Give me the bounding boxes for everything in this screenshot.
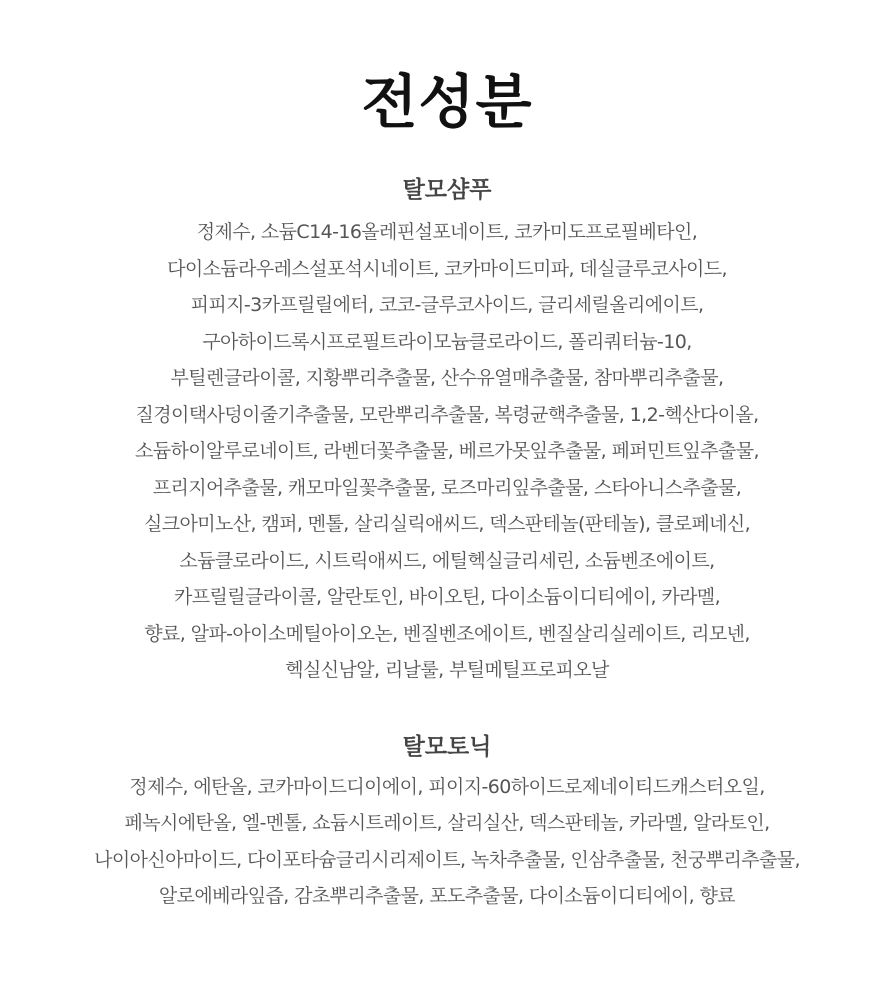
ingredient-line: 다이소듐라우레스설포석시네이트, 코카마이드미파, 데실글루코사이드,: [167, 258, 727, 280]
ingredient-line: 향료, 알파-아이소메틸아이오논, 벤질벤조에이트, 벤질살리실레이트, 리모넨,: [144, 623, 750, 645]
section-title-shampoo: 탈모샴푸: [402, 177, 492, 203]
ingredient-line: 실크아미노산, 캠퍼, 멘톨, 살리실릭애씨드, 덱스판테놀(판테놀), 클로페네신,: [143, 513, 751, 535]
ingredient-line: 카프릴릴글라이콜, 알란토인, 바이오틴, 다이소듐이디티에이, 카라멜,: [173, 586, 721, 608]
ingredient-line: 소듐하이알루로네이트, 라벤더꽃추출물, 베르가못잎추출물, 페퍼민트잎추출물,: [135, 440, 759, 462]
ingredient-line: 피피지-3카프릴릴에터, 코코-글루코사이드, 글리세릴올리에이트,: [190, 294, 704, 316]
ingredient-line: 질경이택사덩이줄기추출물, 모란뿌리추출물, 복령균핵추출물, 1,2-헥산다이올,: [135, 404, 759, 426]
ingredient-line: 소듐클로라이드, 시트릭애씨드, 에틸헥실글리세린, 소듐벤조에이트,: [179, 550, 715, 572]
ingredient-line: 부틸렌글라이콜, 지황뿌리추출물, 산수유열매추출물, 참마뿌리추출물,: [170, 367, 724, 389]
ingredient-line: 정제수, 에탄올, 코카마이드디이에이, 피이지-60하이드로제네이티드캐스터오일,: [129, 776, 765, 798]
ingredient-line: 페녹시에탄올, 엘-멘톨, 쇼듐시트레이트, 살리실산, 덱스판테놀, 카라멜, 알라토인,: [124, 812, 770, 834]
ingredient-line: 정제수, 소듐C14-16올레핀설포네이트, 코카미도프로필베타인,: [196, 221, 698, 243]
ingredient-line: 프리지어추출물, 캐모마일꽃추출물, 로즈마리잎추출물, 스타아니스추출물,: [152, 477, 742, 499]
section-title-tonic: 탈모토닉: [402, 734, 492, 760]
ingredient-line: 나이아신아마이드, 다이포타슘글리시리제이트, 녹차추출물, 인삼추출물, 천궁뿌리추출물,: [94, 849, 800, 871]
page-title: 전성분: [361, 68, 533, 136]
ingredient-line: 헥실신남알, 리날룰, 부틸메틸프로피오날: [285, 659, 609, 681]
ingredient-line: 구아하이드록시프로필트라이모늄클로라이드, 폴리쿼터늄-10,: [202, 331, 692, 353]
ingredient-line: 알로에베라잎즙, 감초뿌리추출물, 포도추출물, 다이소듐이디티에이, 향료: [158, 885, 736, 907]
